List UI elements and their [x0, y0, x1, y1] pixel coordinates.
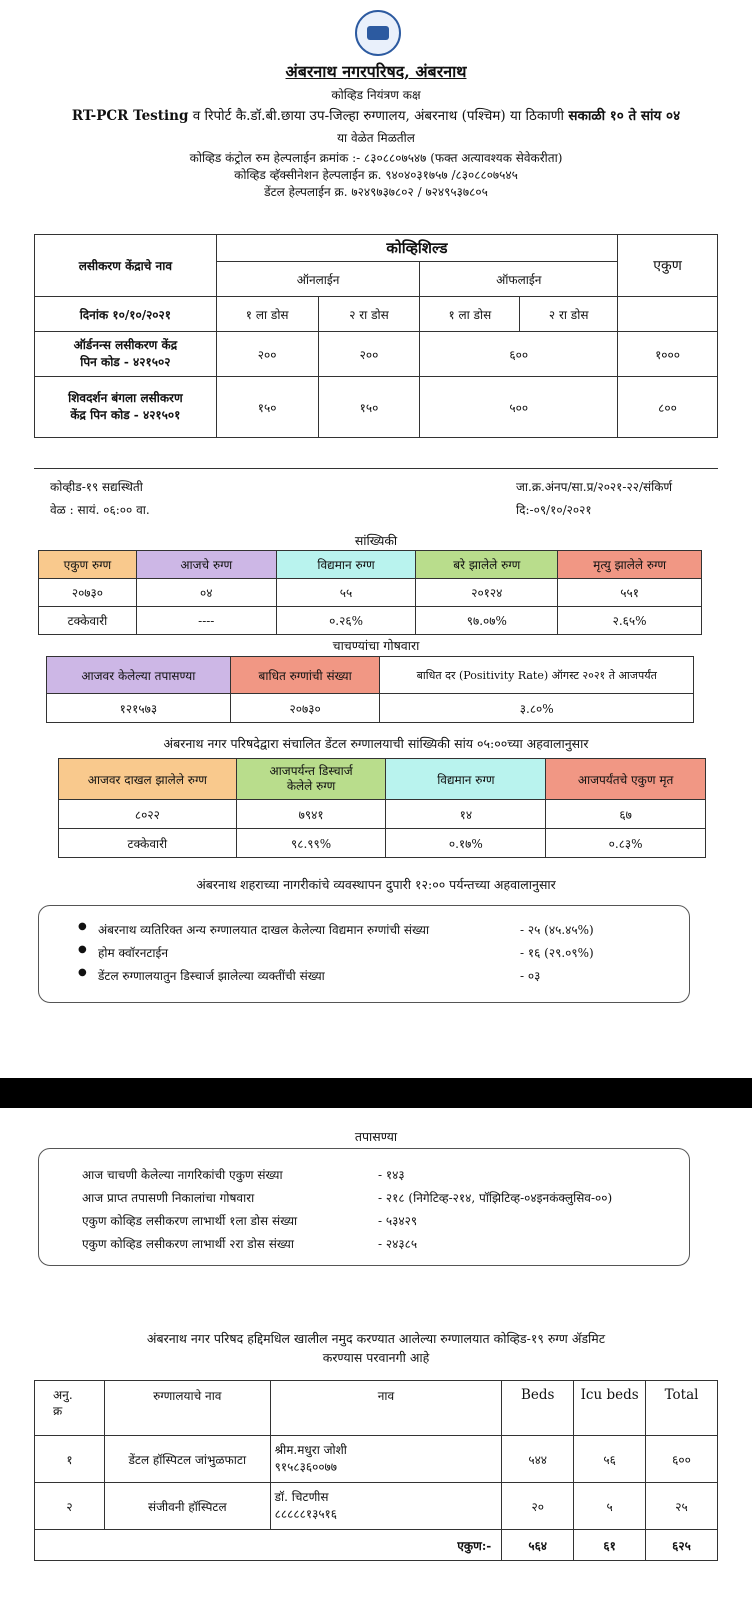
- list-item-value: - १६ (२९.०९%): [520, 946, 594, 960]
- status-time: वेळ : सायं. ०६:०० वा.: [50, 503, 150, 517]
- list-item-value: - २४३८५: [378, 1237, 418, 1251]
- dental-table: आजवर दाखल झालेले रुग्ण आजपर्यन्त डिस्चार्ज केलेले रुग्ण विद्यमान रुग्ण आजपर्यंतचे एकुण मृत ८०२२ ७९४१ १४ ६७ टक्केवारी ९८.९९% ०.१७% ०.८३%: [58, 758, 706, 858]
- rtpcr-line: [0, 108, 752, 124]
- list-item-value: - १४३: [378, 1168, 405, 1182]
- control-room-helpline: कोव्हिड कंट्रोल रुम हेल्पलाईन क्रमांक :- ८३०८८०७५४७ (फक्त अत्यावश्यक सेवेकरीता): [189, 151, 563, 165]
- list-item-value: - ५३४२९: [378, 1214, 418, 1228]
- list-item-value: - ०३: [520, 969, 541, 983]
- table-row: ऑर्डनन्स लसीकरण केंद्र पिन कोड - ४२१५०२ २०० २०० ६०० १०००: [35, 332, 718, 377]
- list-item: ● होम क्वॉरनटाईन: [98, 944, 168, 961]
- list-item: एकुण कोव्हिड लसीकरण लाभार्थी १ला डोस संख्या: [82, 1214, 298, 1228]
- tests-title: तपासण्या: [354, 1129, 398, 1144]
- hospitals-title-line2: करण्यास परवानगी आहे: [322, 1350, 430, 1365]
- offline-dose2: २ रा डोस: [520, 297, 618, 332]
- hospitals-title: अंबरनाथ नगर परिषद हद्दिमधिल खालील नमुद करण्यात आलेल्या रुग्णालयात कोव्हिड-१९ रुग्ण ॲडमिट: [146, 1331, 606, 1346]
- table-row: शिवदर्शन बंगला लसीकरण केंद्र पिन कोड - ४२१५०१ १५० १५० ५०० ८००: [35, 377, 718, 438]
- table-row: टक्केवारी ९८.९९% ०.१७% ०.८३%: [59, 829, 706, 858]
- table-row: टक्केवारी ---- ०.२६% ९७.०७% २.६५%: [39, 607, 702, 635]
- col-total: एकुण: [618, 235, 718, 297]
- stats-table: एकुण रुग्ण आजचे रुग्ण विद्यमान रुग्ण बरे झालेले रुग्ण मृत्यु झालेले रुग्ण २०७३० ०४ ५५ २०१२४ ५५१ टक्केवारी ---- ०.२६% ९७.०७% २.६५%: [38, 550, 702, 635]
- hospitals-table: अनु. क्र रुग्णालयाचे नाव नाव Beds Icu beds Total १ डेंटल हॉस्पिटल जांभुळफाटा श्रीम.मधुरा जोशी ९१५८३६००७७ ५४४ ५६ ६०० २ संजीवनी हॉस्पिटल डॉ. चिटणीस ८८८८८१३५१६ २० ५ २५ एकुण:- ५६४ ६१ ६२५: [34, 1380, 718, 1561]
- col-vaccine: कोव्हिशिल्ड: [216, 235, 617, 262]
- dental-helpline: डेंटल हेल्पलाईन क्र. ७२४९७३७८०२ / ७२४९५३७८०५: [264, 185, 488, 199]
- col-center: लसीकरण केंद्राचे नाव: [35, 235, 217, 297]
- list-item-value: - २५ (४५.४५%): [520, 923, 594, 937]
- offline-dose1: १ ला डोस: [420, 297, 520, 332]
- testing-summary-table: आजवर केलेल्या तपासण्या बाधित रुग्णांची संख्या बाधित दर (Positivity Rate) ऑगस्ट २०२१ ते आजपर्यंत १२१५७३ २०७३० ३.८०%: [46, 656, 694, 723]
- vaccination-helpline: कोव्हिड व्हॅक्सीनेशन हेल्पलाईन क्र. ९४०४०३१७५७ /८३०८८०७५४५: [234, 168, 518, 182]
- rtpcr-line2: या वेळेत मिळतील: [337, 131, 415, 145]
- list-item: आज चाचणी केलेल्या नागरिकांची एकुण संख्या: [82, 1168, 283, 1182]
- status-label: कोव्हीड-१९ सद्यस्थिती: [50, 480, 143, 494]
- online-dose2: २ रा डोस: [318, 297, 420, 332]
- list-item-value: - २१८ (निगेटिव्ह-२१४, पॉझिटिव्ह-०४इनकंक्लुसिव-००): [378, 1191, 613, 1205]
- stats-title: सांख्यिकी: [354, 533, 398, 548]
- page-title: अंबरनाथ नगरपरिषद, अंबरनाथ: [285, 62, 467, 81]
- date-cell: दिनांक १०/१०/२०२१: [35, 297, 217, 332]
- col-online: ऑनलाईन: [216, 262, 420, 297]
- table-row: २०७३० ०४ ५५ २०१२४ ५५१: [39, 579, 702, 607]
- list-item: आज प्राप्त तपासणी निकालांचा गोषवारा: [82, 1191, 255, 1205]
- list-item: ● डेंटल रुग्णालयातुन डिस्चार्ज झालेल्या व्यक्तींची संख्या: [98, 967, 325, 984]
- table-row: १ डेंटल हॉस्पिटल जांभुळफाटा श्रीम.मधुरा जोशी ९१५८३६००७७ ५४४ ५६ ६००: [35, 1436, 718, 1483]
- table-row: १२१५७३ २०७३० ३.८०%: [47, 694, 694, 723]
- rtpcr-mid: व रिपोर्ट कै.डॉ.बी.छाया उप-जिल्हा रुग्णालय, अंबरनाथ (पश्चिम) या ठिकाणी: [188, 108, 569, 124]
- divider: [34, 468, 718, 469]
- table-row: २ संजीवनी हॉस्पिटल डॉ. चिटणीस ८८८८८१३५१६ २० ५ २५: [35, 1483, 718, 1530]
- municipal-seal-icon: [355, 10, 401, 56]
- table-row: ८०२२ ७९४१ १४ ६७: [59, 800, 706, 829]
- page-break-band: [0, 1078, 752, 1108]
- list-item: एकुण कोव्हिड लसीकरण लाभार्थी २रा डोस संख्या: [82, 1237, 294, 1251]
- vaccination-table: [34, 234, 718, 438]
- list-item: ● अंबरनाथ व्यतिरिक्त अन्य रुग्णालयात दाखल केलेल्या विद्यमान रुग्णांची संख्या: [98, 921, 429, 938]
- page-subtitle: कोव्हिड नियंत्रण कक्ष: [331, 88, 421, 102]
- col-offline: ऑफलाईन: [420, 262, 618, 297]
- rtpcr-prefix: RT-PCR Testing: [71, 108, 189, 124]
- table-row-total: एकुण:- ५६४ ६१ ६२५: [35, 1530, 718, 1561]
- testing-summary-title: चाचण्यांचा गोषवारा: [332, 638, 420, 653]
- citizens-title: अंबरनाथ शहराच्या नागरीकांचे व्यवस्थापन दुपारी १२:०० पर्यन्तच्या अहवालानुसार: [196, 877, 556, 892]
- reference-number: जा.क्र.अंनप/सा.प्र/२०२१-२२/संकिर्ण: [516, 480, 673, 494]
- rtpcr-time: सकाळी १० ते सांय ०४: [568, 108, 681, 124]
- dental-title: अंबरनाथ नगर परिषदेद्वारा संचालित डेंटल रुग्णालयाची सांख्यिकी सांय ०५:००च्या अहवालानुसार: [163, 736, 589, 751]
- online-dose1: १ ला डोस: [216, 297, 318, 332]
- reference-date: दि:-०९/१०/२०२१: [516, 503, 592, 517]
